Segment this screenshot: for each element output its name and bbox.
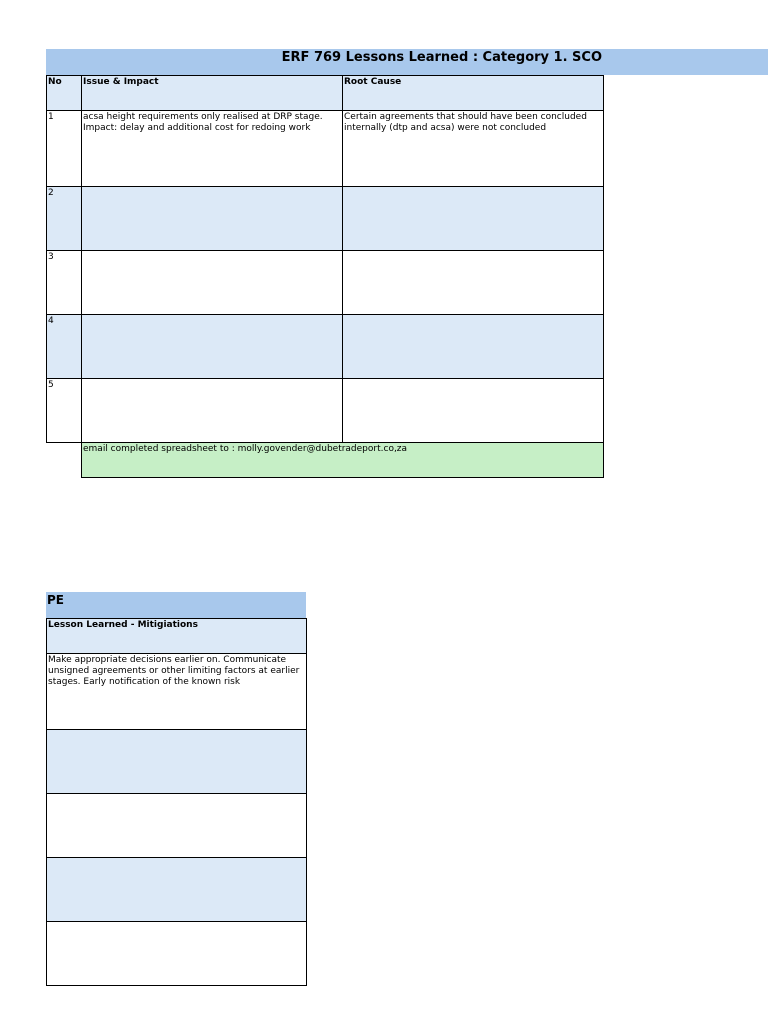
issue-cell[interactable]: [82, 379, 343, 443]
blank-cell: [47, 443, 82, 478]
table-row: [47, 654, 307, 730]
issue-cell[interactable]: acsa height requirements only realised at DRP stage. Impact: delay and additional cost for redoing work: [82, 111, 343, 187]
issue-cell[interactable]: [82, 251, 343, 315]
table-row: [47, 187, 604, 251]
note-row: [47, 443, 604, 478]
mitigation-cell[interactable]: Make appropriate decisions earlier on. Communicate unsigned agreements or other limiting factors at earlier stages. Early notification of the known risk: [47, 654, 307, 730]
pe-title-band: [46, 592, 306, 618]
root-cause-cell[interactable]: [343, 251, 604, 315]
root-cause-cell[interactable]: [343, 187, 604, 251]
row-no[interactable]: 3: [47, 251, 82, 315]
header-root-cause[interactable]: Root Cause: [343, 76, 604, 111]
row-no[interactable]: 1: [47, 111, 82, 187]
pe-title: PE: [47, 593, 64, 607]
issue-cell[interactable]: [82, 187, 343, 251]
row-no[interactable]: 4: [47, 315, 82, 379]
table-row: [47, 315, 604, 379]
table-row: [47, 858, 307, 922]
table-row: [47, 251, 604, 315]
mitigations-header-row: [47, 619, 307, 654]
table-row: [47, 379, 604, 443]
row-no[interactable]: 5: [47, 379, 82, 443]
mitigations-table: [46, 618, 307, 986]
table-row: [47, 922, 307, 986]
mitigation-cell[interactable]: [47, 858, 307, 922]
lessons-table: [46, 75, 604, 478]
mitigation-cell[interactable]: [47, 730, 307, 794]
table-row: [47, 111, 604, 187]
root-cause-cell[interactable]: Certain agreements that should have been concluded internally (dtp and acsa) were not concluded: [343, 111, 604, 187]
mitigation-cell[interactable]: [47, 794, 307, 858]
root-cause-cell[interactable]: [343, 315, 604, 379]
table-row: [47, 794, 307, 858]
row-no[interactable]: 2: [47, 187, 82, 251]
table-header-row: [47, 76, 604, 111]
email-note-cell[interactable]: email completed spreadsheet to : molly.govender@dubetradeport.co,za: [82, 443, 604, 478]
sheet-title: ERF 769 Lessons Learned : Category 1. SCO: [281, 50, 602, 65]
header-no[interactable]: No: [47, 76, 82, 111]
root-cause-cell[interactable]: [343, 379, 604, 443]
issue-cell[interactable]: [82, 315, 343, 379]
table-row: [47, 730, 307, 794]
mitigation-cell[interactable]: [47, 922, 307, 986]
header-lesson-learned[interactable]: Lesson Learned - Mitigiations: [47, 619, 307, 654]
header-issue-impact[interactable]: Issue & Impact: [82, 76, 343, 111]
